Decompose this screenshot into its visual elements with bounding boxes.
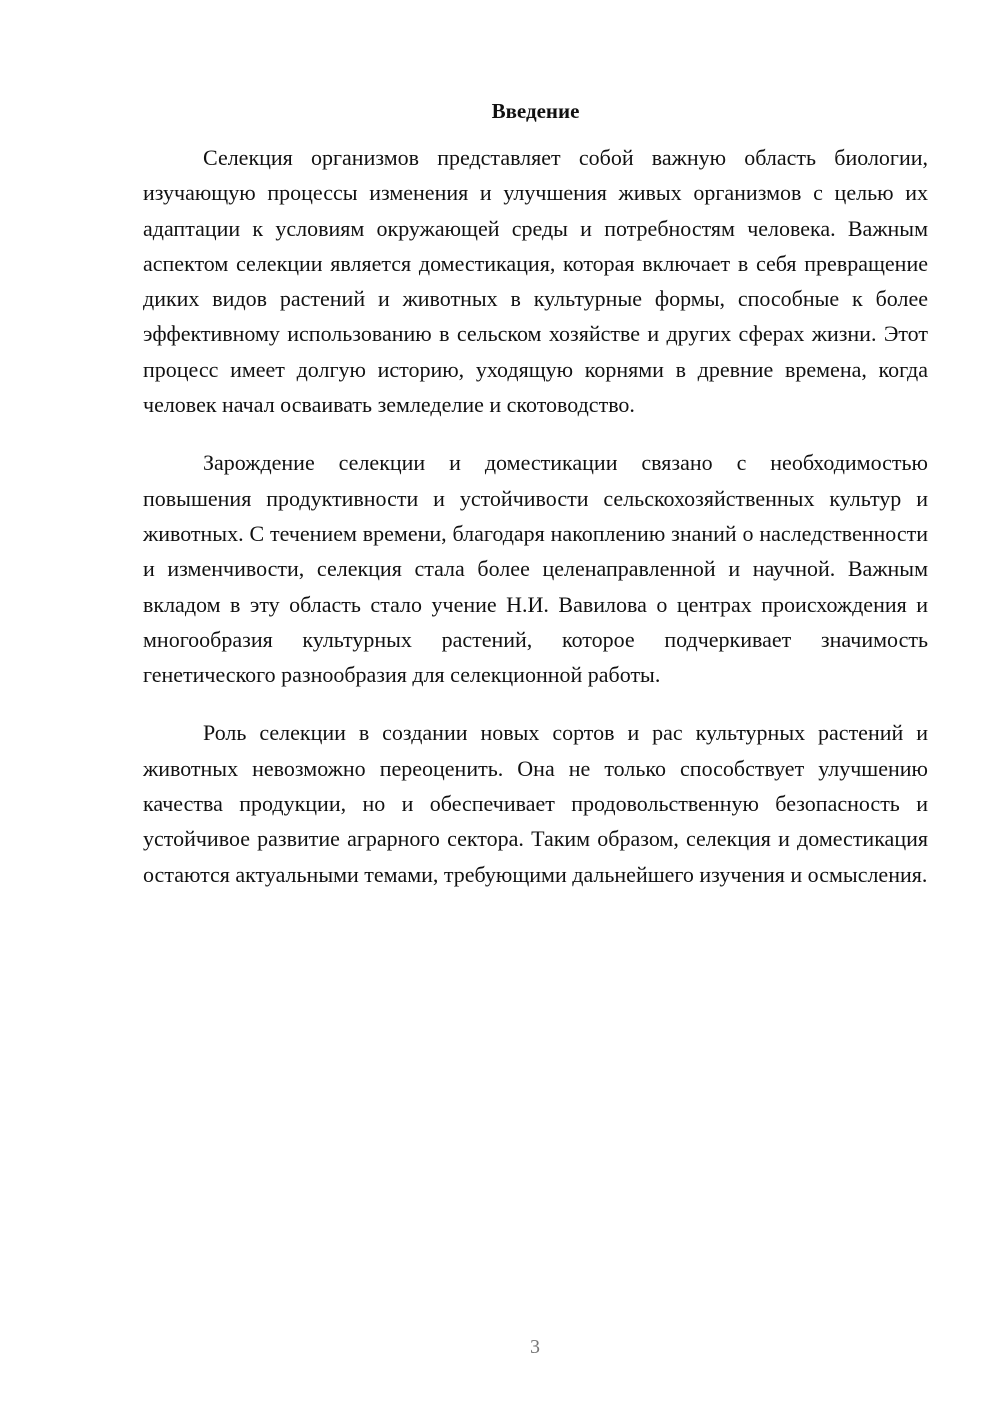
section-title: Введение xyxy=(491,99,580,123)
paragraph-2: Зарождение селекции и доместикации связано с необходимостью повышения продуктивности и устойчивости сельскохозяйственных культур и животных. С течением времени, благодаря накоплению знаний о наследственности и изменчивости, селекция стала более целенаправленной и научной. Важным вкладом в эту область стало учение Н.И. Вавилова о центрах происхождения и многообразия культурных растений, которое подчеркивает значимость генетического разнообразия для селекционной работы. xyxy=(143,450,928,688)
paragraph-3: Роль селекции в создании новых сортов и рас культурных растений и животных невозможно переоценить. Она не только способствует улучшению качества продукции, но и обеспечивает продовольственную безопасность и устойчивое развитие аграрного сектора. Таким образом, селекция и доместикация остаются актуальными темами, требующими дальнейшего изучения и осмысления. xyxy=(143,720,928,887)
paragraph-1: Селекция организмов представляет собой важную область биологии, изучающую процессы изменения и улучшения живых организмов с целью их адаптации к условиям окружающей среды и потребностям человека. Важным аспектом селекции является доместикация, которая включает в себя превращение диких видов растений и животных в культурные формы, способные к более эффективному использованию в сельском хозяйстве и других сферах жизни. Этот процесс имеет долгую историю, уходящую корнями в древние времена, когда человек начал осваивать земледелие и скотоводство. xyxy=(143,145,928,418)
page-content xyxy=(143,96,928,915)
page-number: 3 xyxy=(530,1336,540,1358)
